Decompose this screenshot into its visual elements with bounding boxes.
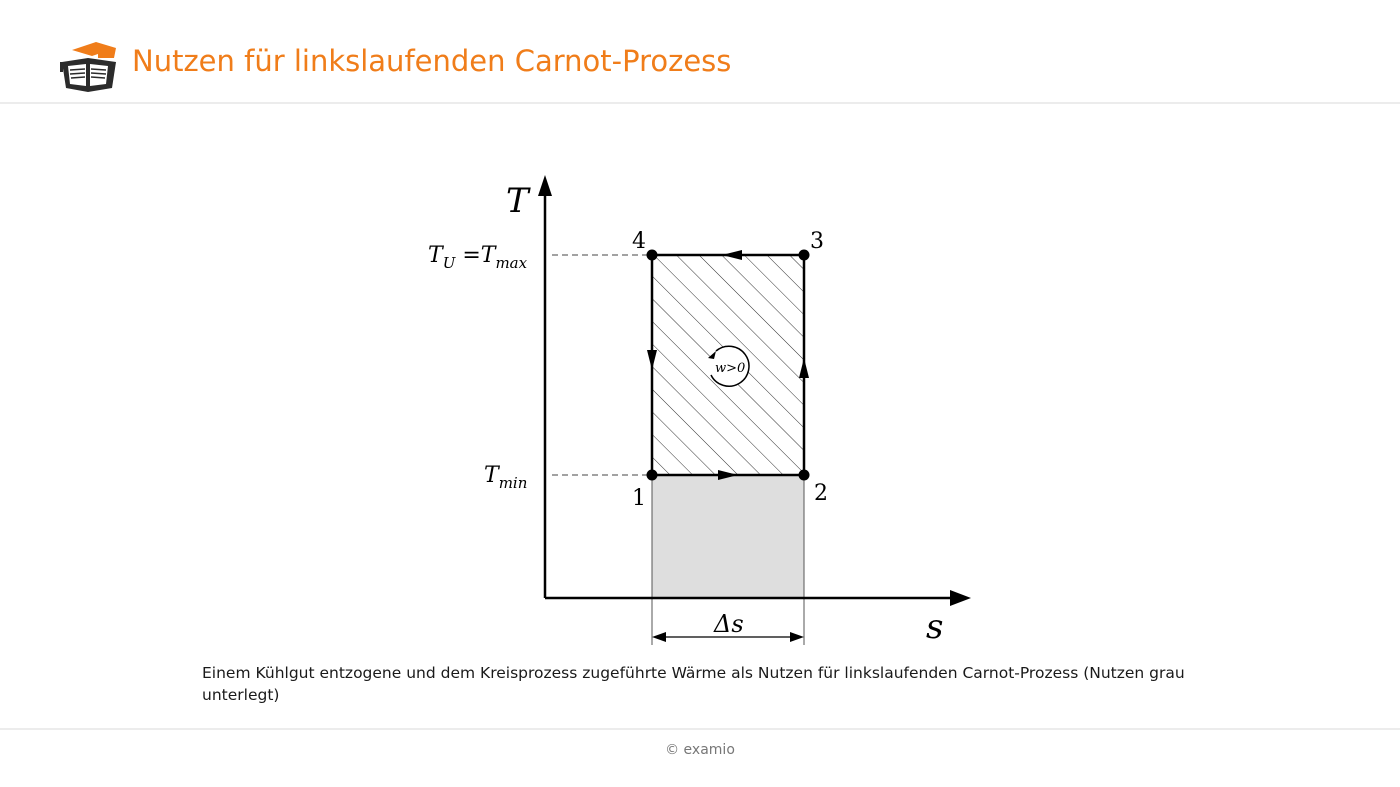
graduation-cap-book-icon (58, 40, 120, 94)
delta-s-arrow-left (652, 632, 666, 642)
work-label: w>0 (715, 361, 746, 376)
point-label-1: 1 (632, 486, 646, 511)
state-point-4 (647, 250, 658, 261)
copyright-text: © examio (665, 742, 735, 758)
point-label-4: 4 (632, 229, 646, 254)
state-point-1 (647, 470, 658, 481)
y-axis-arrowhead (538, 175, 552, 196)
delta-s-arrow-right (790, 632, 804, 642)
header (0, 0, 1400, 104)
tmin-label: $T_{min}$ (484, 463, 528, 492)
ts-diagram (400, 160, 1000, 655)
state-point-3 (799, 250, 810, 261)
y-axis-label: T (506, 181, 529, 221)
tmax-label: $T_U =T_{max}$ (428, 243, 528, 272)
delta-s-label: Δs (714, 610, 744, 638)
x-axis-label: s (926, 607, 944, 647)
footer (0, 728, 1400, 787)
figure-caption: Einem Kühlgut entzogene und dem Kreisprozess zugeführte Wärme als Nutzen für linkslaufenden Carnot-Prozess (Nutzen grau unterlegt) (202, 664, 1185, 704)
point-label-2: 2 (814, 481, 828, 506)
point-label-3: 3 (810, 229, 824, 254)
page-title: Nutzen für linkslaufenden Carnot-Prozess (132, 44, 732, 78)
state-point-2 (799, 470, 810, 481)
useful-heat-area (652, 475, 804, 598)
x-axis-arrowhead (950, 590, 971, 606)
